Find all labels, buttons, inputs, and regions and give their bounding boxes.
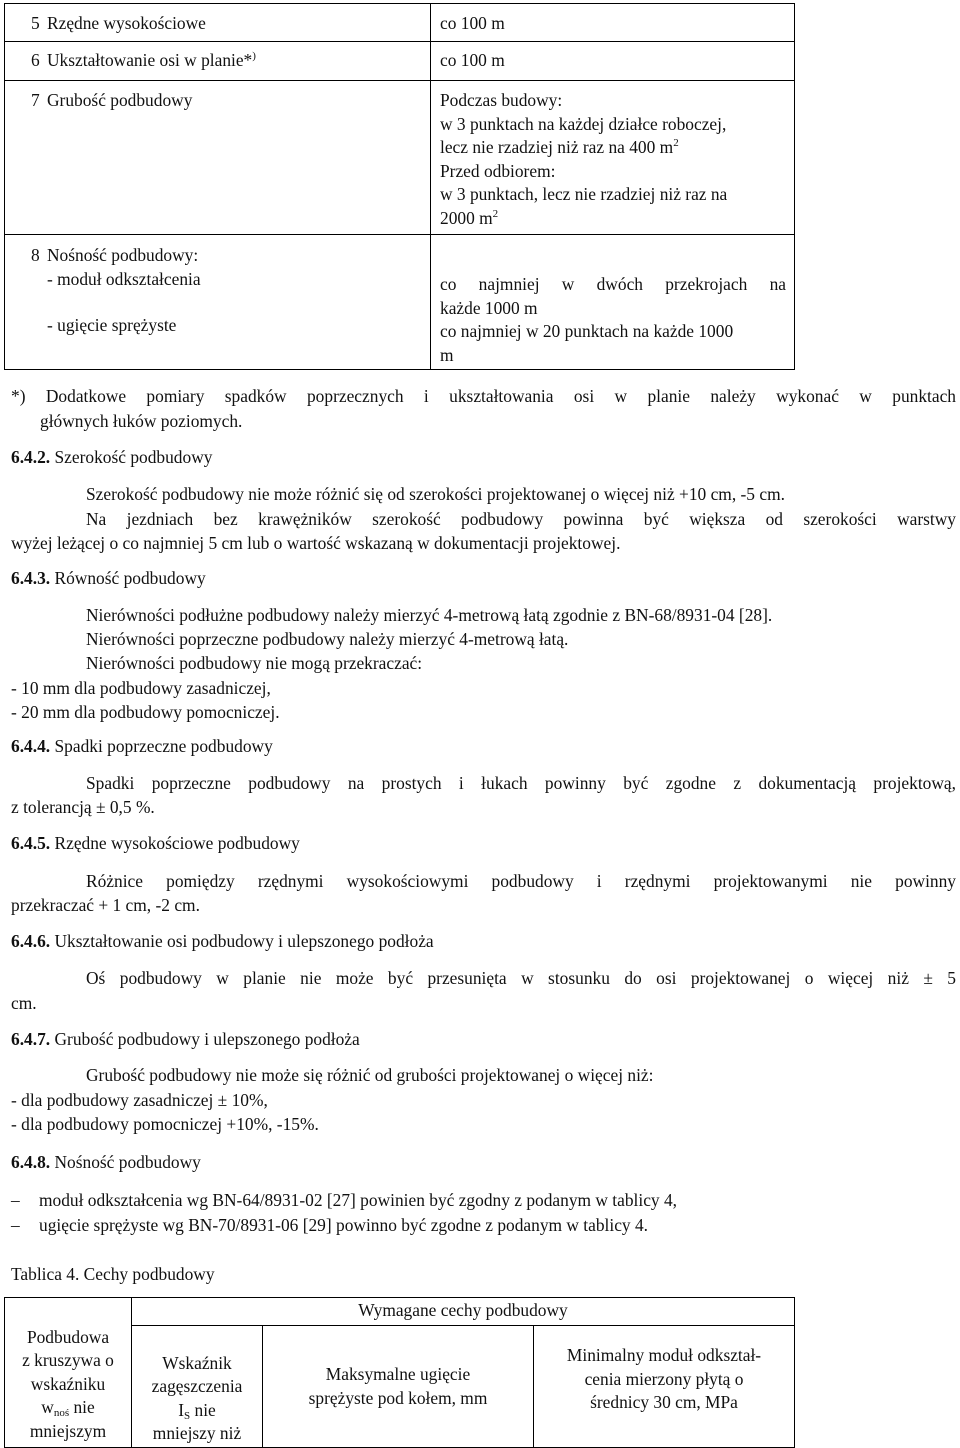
section-heading-6-4-7: 6.4.7. Grubość podbudowy i ulepszonego podłoża [11, 1029, 360, 1049]
header-required-properties: Wymagane cechy podbudowy [132, 1298, 795, 1326]
row-7-name-cell [5, 81, 431, 235]
freq-line: Przed odbiorem: [440, 160, 556, 181]
row-name: Nośność podbudowy: [47, 245, 199, 265]
paragraph: Nierówności podbudowy nie mogą przekraczać: [86, 653, 423, 673]
freq-line: w 3 punktach, lecz nie rzadziej niż raz na [440, 184, 728, 204]
paragraph: przekraczać + 1 cm, -2 cm. [11, 895, 200, 915]
freq-line: w 3 punktach na każdej działce roboczej, [440, 113, 727, 134]
row-5-freq-cell [431, 4, 795, 42]
row-frequency: co 100 m [440, 50, 505, 70]
dash-bullet: – [11, 1215, 20, 1235]
row-frequency: co 100 m [440, 13, 505, 33]
paragraph: Nierówności podłużne podbudowy należy mierzyć 4-metrową łatą zgodnie z BN-68/8931-04 [28]. [86, 605, 773, 625]
footnote-line: głównych łuków poziomych. [40, 411, 243, 431]
header-min-modulus: Minimalny moduł odkształ- cenia mierzony płytą o średnicy 30 cm, MPa [534, 1326, 795, 1448]
row-name: Rzędne wysokościowe [47, 13, 206, 33]
paragraph: Szerokość podbudowy nie może różnić się od szerokości projektowanej o więcej niż +10 cm, -5 cm. [86, 484, 785, 504]
section-heading-6-4-2: 6.4.2. Szerokość podbudowy [11, 447, 213, 467]
row-8-freq-cell [431, 235, 795, 370]
paragraph: Różnice pomiędzy rzędnymi wysokościowymi podbudowy i rzędnymi projektowanymi nie powinny [86, 871, 956, 891]
paragraph: cm. [11, 993, 37, 1013]
row-number: 6 [31, 50, 40, 70]
list-item: - dla podbudowy pomocniczej +10%, -15%. [11, 1114, 319, 1134]
paragraph: Nierówności poprzeczne podbudowy należy mierzyć 4-metrową łatą. [86, 629, 569, 649]
freq-line: co najmniej w dwóch przekrojach na [440, 274, 786, 294]
section-heading-6-4-3: 6.4.3. Równość podbudowy [11, 568, 206, 588]
paragraph: wyżej leżącej o co najmniej 5 cm lub o wartość wskazaną w dokumentacji projektowej. [11, 533, 621, 553]
list-item: - 20 mm dla podbudowy pomocniczej. [11, 702, 280, 722]
row-name: Ukształtowanie osi w planie* [47, 50, 253, 70]
row-sub-item: - moduł odkształcenia [47, 268, 201, 289]
paragraph: Oś podbudowy w planie nie może być przesunięta w stosunku do osi projektowanej o więcej niż ± 5 [86, 968, 956, 988]
paragraph: Grubość podbudowy nie może się różnić od grubości projektowanej o więcej niż: [86, 1065, 654, 1085]
row-name: Grubość podbudowy [47, 90, 193, 110]
row-sub-item: - ugięcie sprężyste [47, 315, 177, 335]
freq-line: każde 1000 m [440, 297, 538, 318]
table-4-base-properties [4, 1297, 795, 1448]
section-heading-6-4-5: 6.4.5. Rzędne wysokościowe podbudowy [11, 833, 300, 853]
freq-line: co najmniej w 20 punktach na każde 1000 [440, 321, 734, 341]
list-item: - dla podbudowy zasadniczej ± 10%, [11, 1090, 268, 1110]
freq-line: Podczas budowy: [440, 90, 563, 110]
section-heading-6-4-6: 6.4.6. Ukształtowanie osi podbudowy i ulepszonego podłoża [11, 931, 434, 951]
row-6-name-cell [5, 42, 431, 81]
control-frequency-table [4, 3, 795, 370]
row-6-freq-cell [431, 42, 795, 81]
paragraph: Na jezdniach bez krawężników szerokość podbudowy powinna być większa od szerokości warstwy [86, 509, 956, 529]
row-8-name-cell [5, 235, 431, 370]
bullet-item: – ugięcie sprężyste wg BN-70/8931-06 [29] powinno być zgodne z podanym w tablicy 4. [11, 1215, 649, 1235]
paragraph: z tolerancją ± 0,5 %. [11, 797, 155, 817]
row-number: 5 [31, 13, 40, 33]
list-item: - 10 mm dla podbudowy zasadniczej, [11, 678, 271, 698]
header-aggregate-index: Podbudowa z kruszywa o wskaźniku $w_{noś}$ nie mniejszym [5, 1298, 132, 1448]
row-number: 8 [31, 245, 40, 265]
freq-line: lecz nie rzadziej niż raz na 400 $m^2$ [440, 137, 679, 157]
header-max-deflection: Maksymalne ugięcie sprężyste pod kołem, mm [263, 1326, 534, 1448]
freq-line: 2000 $m^2$ [440, 207, 499, 228]
header-compaction-index: Wskaźnik zagęszczenia $I_S$ nie mniejszy niż [132, 1326, 263, 1448]
bullet-item: – moduł odkształcenia wg BN-64/8931-02 [27] powinien być zgodny z podanym w tablicy 4, [11, 1190, 678, 1210]
freq-line: m [440, 344, 454, 365]
row-number: 7 [31, 90, 40, 110]
row-7-freq-cell [431, 81, 795, 235]
footnote-line: *) Dodatkowe pomiary spadków poprzecznych i ukształtowania osi w planie należy wykonać w punktach [11, 386, 956, 406]
paragraph: Spadki poprzeczne podbudowy na prostych i łukach powinny być zgodne z dokumentacją projektową, [86, 773, 956, 793]
section-heading-6-4-4: 6.4.4. Spadki poprzeczne podbudowy [11, 736, 273, 756]
table-caption: Tablica 4. Cechy podbudowy [11, 1264, 215, 1284]
row-5-name-cell [5, 4, 431, 42]
section-heading-6-4-8: 6.4.8. Nośność podbudowy [11, 1152, 201, 1172]
dash-bullet: – [11, 1190, 20, 1210]
footnote-mark: ) [252, 50, 256, 62]
